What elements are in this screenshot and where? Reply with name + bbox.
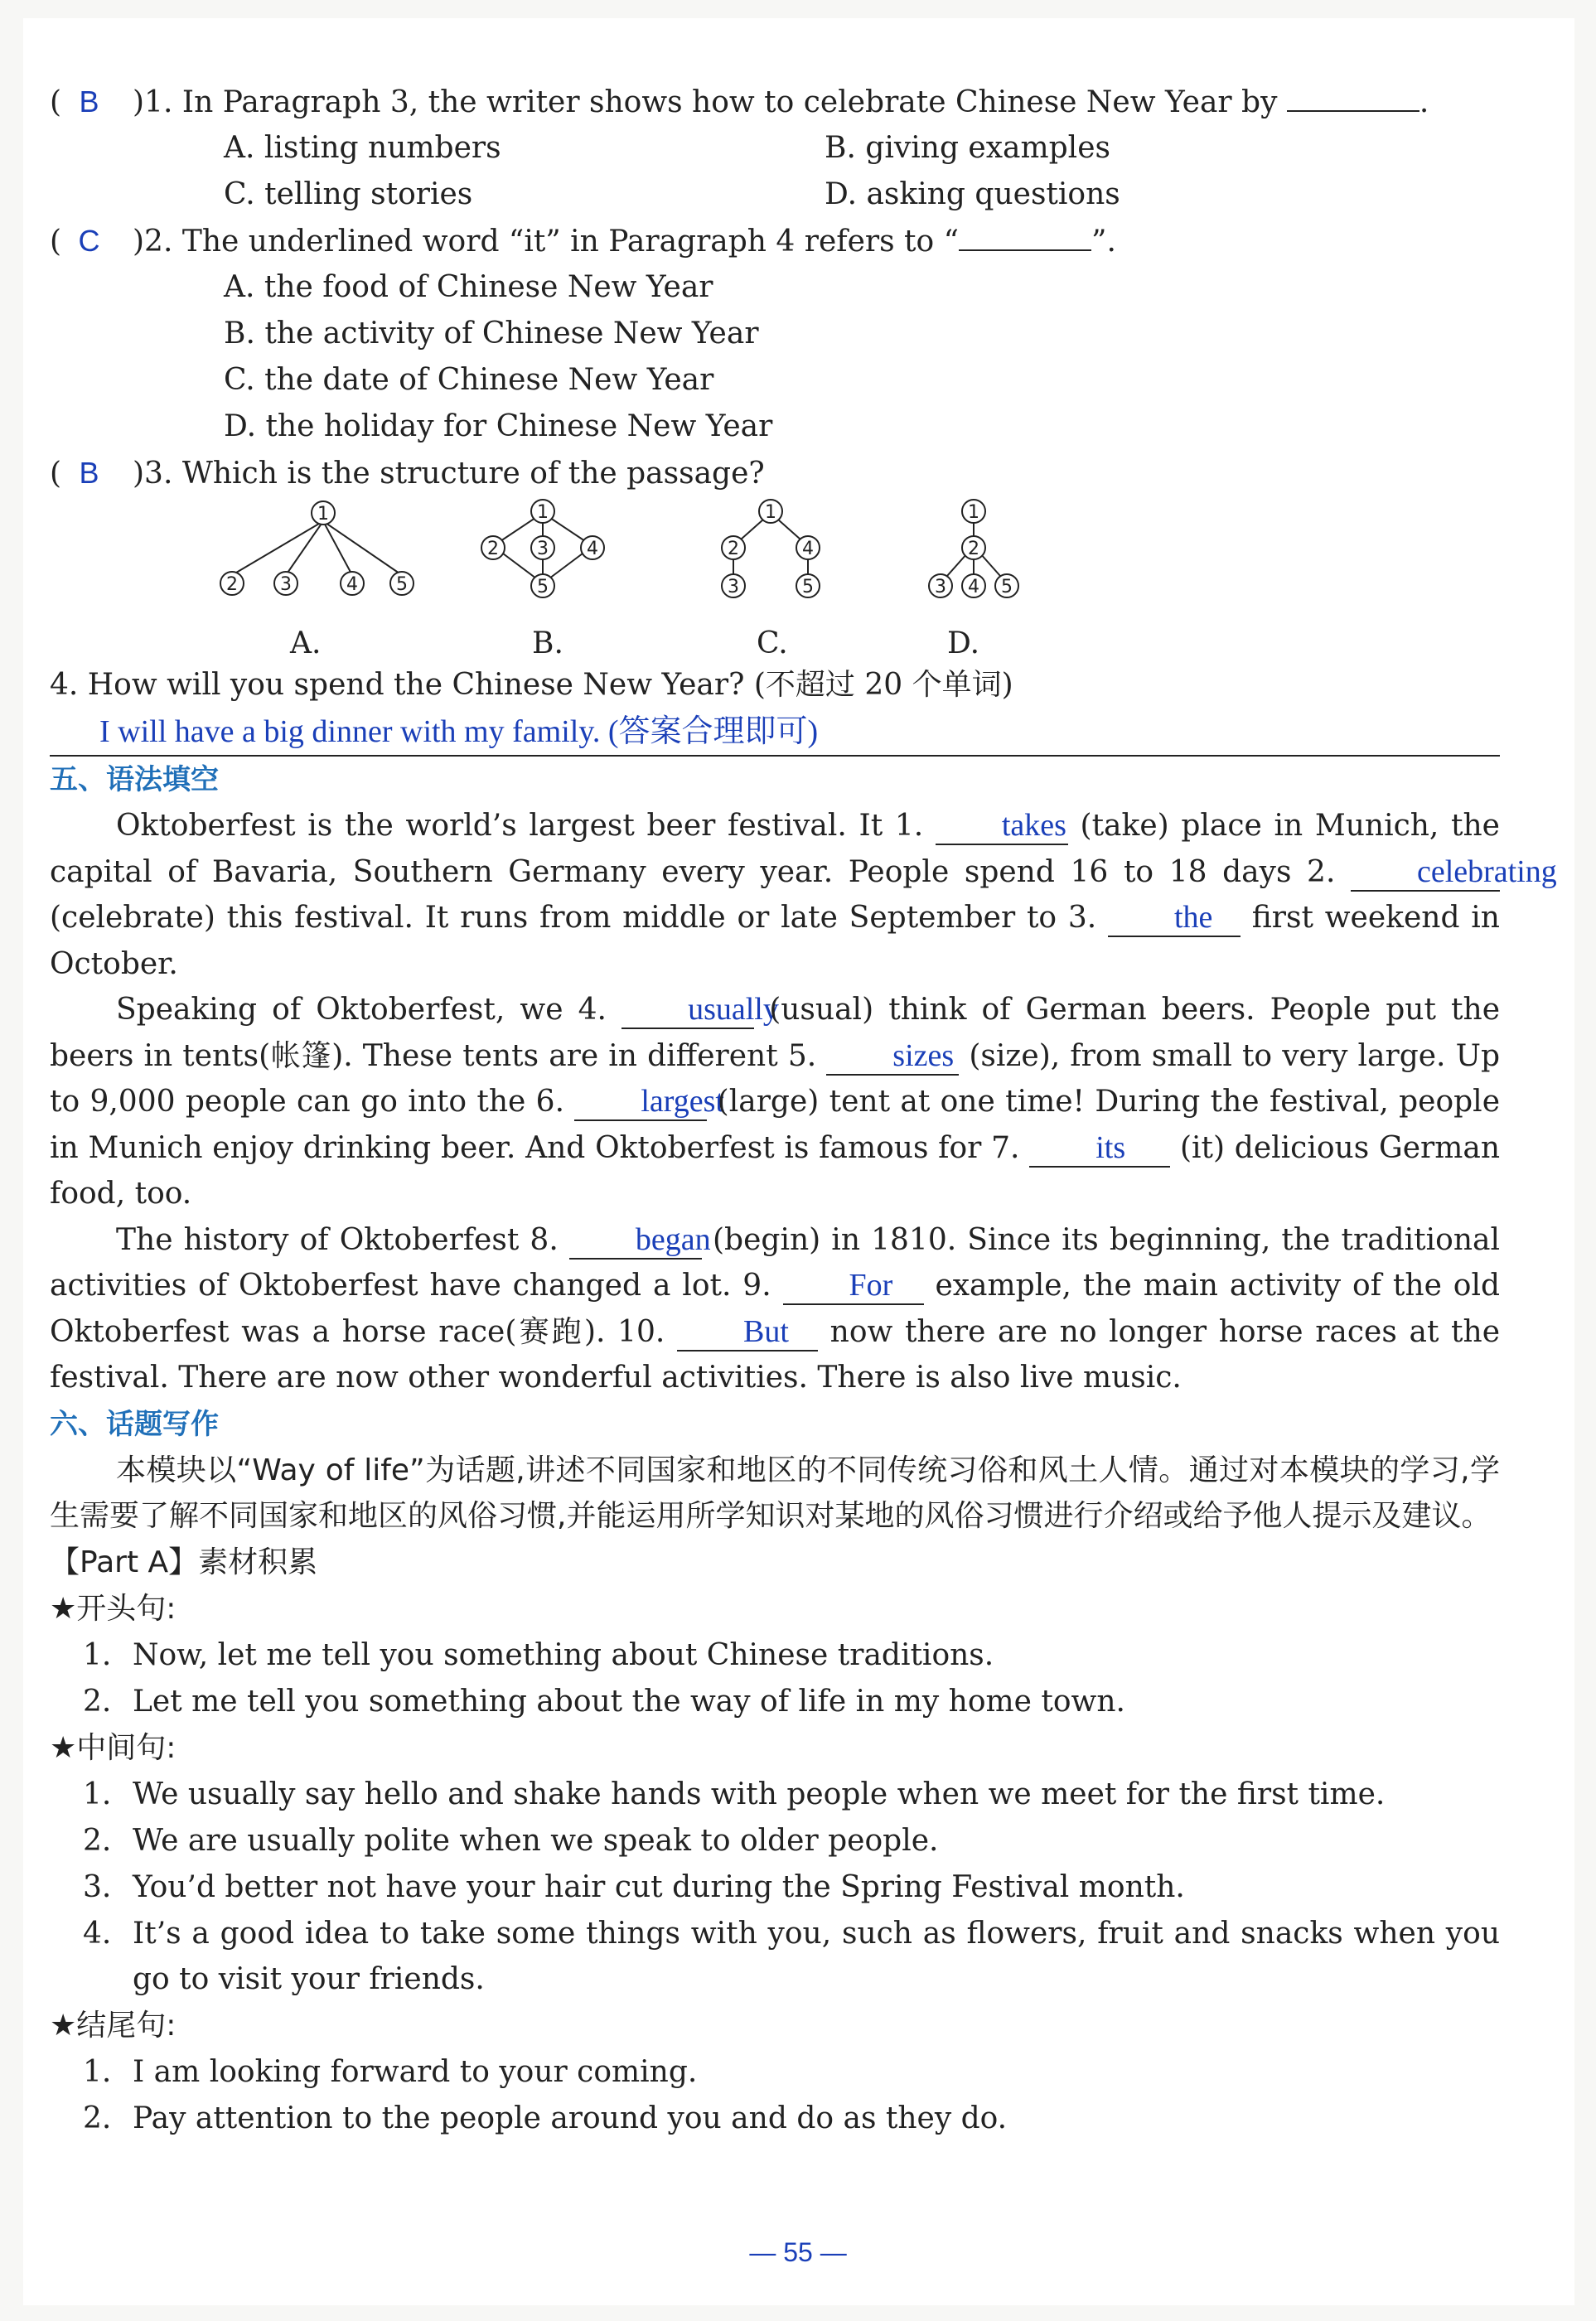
option-c [50, 357, 1500, 404]
svg-text:2: 2 [487, 539, 499, 559]
question-1: ( B )1. In Paragraph 3, the writer shows how to celebrate Chinese New Year by . [50, 79, 1500, 125]
question-end: ”. [1091, 225, 1116, 259]
question-end: . [1419, 85, 1429, 119]
ending-heading: ★结尾句: [50, 2008, 177, 2043]
diagram-b [472, 496, 613, 635]
svg-text:1: 1 [317, 504, 329, 525]
content [50, 79, 1557, 2142]
answer-blank [959, 220, 1091, 251]
blank-4: usually [621, 991, 754, 1029]
part-a-heading: 【Part A】素材积累 [50, 1545, 318, 1579]
text: (take) place in Munich, the capital of Bavaria, Southern Germany every year. People spend 16 to 18 days 2. [50, 809, 1500, 889]
blank-5: sizes [826, 1037, 959, 1076]
sentence: You’d better not have your hair cut during the Spring Festival month. [133, 1869, 1185, 1904]
list-item: 1. I am looking forward to your coming. [83, 2054, 698, 2089]
sentence: I am looking forward to your coming. [133, 2054, 698, 2089]
list-item: 2. Pay attention to the people around you and do as they do. [83, 2101, 1008, 2135]
svg-text:3: 3 [537, 539, 549, 559]
diagram-a [215, 496, 431, 635]
option-d [50, 404, 1500, 450]
sentence: Now, let me tell you something about Chinese traditions. [133, 1637, 994, 1672]
sentence: We usually say hello and shake hands with people when we meet for the first time. [133, 1777, 1386, 1811]
svg-text:2: 2 [728, 539, 739, 559]
svg-text:1: 1 [537, 502, 549, 523]
middle-heading: ★中间句: [50, 1730, 177, 1765]
option-b: B. giving examples [825, 131, 1110, 165]
diagram-c [704, 496, 837, 635]
question-4 [50, 662, 1500, 708]
diagram-labels [50, 621, 1500, 662]
label-a: A. [290, 626, 322, 660]
option-a [50, 264, 1500, 311]
text: (large) tent at one time! During the festival, people in Munich enjoy drinking beer. And Oktoberfest is famous for 7. [50, 1085, 1500, 1165]
question-number: )3. [133, 457, 173, 491]
answer-q2: C [78, 224, 100, 258]
svg-text:2: 2 [968, 539, 979, 559]
svg-text:1: 1 [765, 502, 776, 523]
structure-diagrams [50, 496, 1500, 621]
list-item: 4. It’s a good idea to take some things with you, such as flowers, fruit and snacks when you go to visit your friends. [50, 1911, 1500, 2003]
paragraph-2 [50, 987, 1500, 1217]
answer-q1: B [79, 85, 99, 118]
options-row [50, 172, 1500, 218]
svg-text:5: 5 [396, 574, 408, 595]
question-stem: Which is the structure of the passage? [181, 457, 765, 491]
svg-text:5: 5 [1001, 577, 1013, 597]
svg-text:3: 3 [728, 577, 739, 597]
options-row [50, 125, 1500, 172]
list-item: 2. We are usually polite when we speak to older people. [83, 1823, 939, 1858]
blank-9: For [783, 1267, 924, 1305]
svg-text:4: 4 [346, 574, 358, 595]
section-intro: 本模块以“Way of life”为话题,讲述不同国家和地区的不同传统习俗和风土人情。通过对本模块的学习,学生需要了解不同国家和地区的风俗习惯,并能运用所学知识对某地的风俗习惯进行介绍或给予他人提示及建议。 [50, 1453, 1500, 1533]
blank-6: largest [574, 1083, 707, 1121]
svg-text:5: 5 [802, 577, 814, 597]
text: Speaking of Oktoberfest, we 4. [116, 993, 622, 1027]
diagram-d [912, 496, 1044, 635]
sentence: We are usually polite when we speak to older people. [133, 1823, 939, 1858]
answer-q3: B [79, 456, 99, 490]
text: The history of Oktoberfest 8. [116, 1222, 569, 1257]
svg-text:4: 4 [802, 539, 814, 559]
answer-q4: I will have a big dinner with my family. (答案合理即可) [50, 708, 1500, 757]
question-2: ( C )2. The underlined word “it” in Paragraph 4 refers to “ ”. [50, 218, 1500, 264]
text: example, the main activity of the old Oktoberfest was a horse race(赛跑). 10. [50, 1269, 1501, 1349]
section-title: 五、语法填空 [50, 763, 219, 796]
question-number: )2. [133, 225, 173, 259]
sentence: Let me tell you something about the way of life in my home town. [133, 1684, 1125, 1719]
option-text: D. the holiday for Chinese New Year [224, 409, 773, 443]
page-number: — 55 — [749, 2237, 847, 2267]
question-stem: The underlined word “it” in Paragraph 4 refers to “ [181, 225, 960, 259]
option-c: C. telling stories [224, 177, 473, 211]
opening-heading: ★开头句: [50, 1591, 177, 1626]
option-d: D. asking questions [825, 177, 1120, 211]
svg-text:5: 5 [537, 577, 549, 597]
svg-text:4: 4 [968, 577, 979, 597]
question-stem: 4. How will you spend the Chinese New Year? (不超过 20 个单词) [50, 668, 1013, 702]
blank-7: its [1029, 1129, 1170, 1168]
question-number: )1. [133, 85, 173, 119]
list-item: 2. Let me tell you something about the way of life in my home town. [83, 1684, 1125, 1719]
list-item: 3. You’d better not have your hair cut during the Spring Festival month. [83, 1869, 1185, 1904]
text: (size), from small to very large. Up to 9,000 people can go into the 6. [50, 1038, 1500, 1119]
text: now there are no longer horse races at the festival. There are now other wonderful activities. There is also live music. [50, 1314, 1500, 1395]
label-d: D. [947, 626, 980, 660]
section-title: 六、话题写作 [50, 1407, 219, 1441]
text: (usual) think of German beers. People put the beers in tents(帐篷). These tents are in different 5. [50, 993, 1500, 1073]
label-c: C. [757, 626, 788, 660]
answer-blank [1287, 80, 1419, 112]
svg-text:3: 3 [935, 577, 946, 597]
text: (begin) in 1810. Since its beginning, the traditional activities of Oktoberfest have changed a lot. 9. [50, 1222, 1500, 1303]
paragraph-3 [50, 1217, 1500, 1401]
question-stem: In Paragraph 3, the writer shows how to celebrate Chinese New Year by [181, 85, 1278, 119]
text: first weekend in October. [50, 901, 1500, 981]
blank-8: began [569, 1221, 702, 1260]
sentence: It’s a good idea to take some things with you, such as flowers, fruit and snacks when you go to visit your friends. [133, 1916, 1500, 1996]
svg-text:1: 1 [968, 502, 979, 523]
list-item: 1. Now, let me tell you something about Chinese traditions. [83, 1637, 994, 1672]
text: Oktoberfest is the world’s largest beer festival. It 1. [116, 809, 936, 843]
option-text: B. the activity of Chinese New Year [224, 317, 759, 351]
option-text: A. the food of Chinese New Year [224, 270, 713, 304]
blank-2: celebrating [1351, 853, 1500, 892]
label-b: B. [532, 626, 563, 660]
blank-10: But [677, 1313, 818, 1351]
option-b [50, 311, 1500, 357]
svg-text:4: 4 [587, 539, 598, 559]
svg-text:2: 2 [226, 574, 238, 595]
blank-3: the [1108, 899, 1241, 937]
text: (celebrate) this festival. It runs from middle or late September to 3. [50, 901, 1108, 935]
svg-text:3: 3 [280, 574, 292, 595]
text: (it) delicious German food, too. [50, 1130, 1501, 1211]
list-item: 1. We usually say hello and shake hands with people when we meet for the first time. [83, 1777, 1386, 1811]
option-text: C. the date of Chinese New Year [224, 363, 714, 397]
option-a: A. listing numbers [224, 131, 501, 165]
paragraph-1 [50, 803, 1557, 987]
blank-1: takes [936, 807, 1068, 845]
question-3: ( B )3. Which is the structure of the passage? [50, 450, 1500, 496]
sentence: Pay attention to the people around you and do as they do. [133, 2101, 1008, 2135]
